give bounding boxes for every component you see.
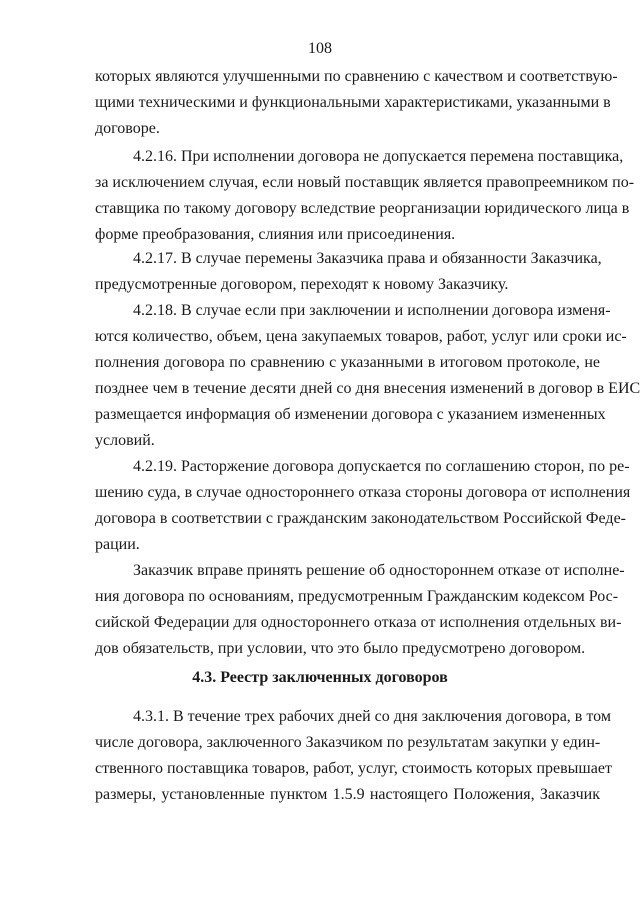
text-line: шению суда, в случае одностороннего отказа стороны договора от исполнения [95,484,631,501]
text-line: ственного поставщика товаров, работ, услуг, стоимость которых превышает [95,760,612,777]
text-line: полнения договора по сравнению с указанными в итоговом протоколе, не [95,354,600,371]
page-number: 108 [308,40,332,57]
text-line: 4.2.17. В случае перемены Заказчика права и обязанности Заказчика, [133,250,602,267]
text-line: размещается информация об изменении договора с указанием измененных [95,406,606,423]
text-line: условий. [95,432,155,449]
text-line: щими техническими и функциональными характеристиками, указанными в [95,94,611,111]
text-line: ставщика по такому договору вследствие реорганизации юридического лица в [95,200,630,217]
text-line: размеры, установленные пунктом 1.5.9 настоящего Положения, Заказчик [95,786,600,803]
text-line: 4.2.18. В случае если при заключении и исполнении договора изменя- [133,302,611,319]
text-line: дов обязательств, при условии, что это было предусмотрено договором. [95,640,586,657]
text-line: 4.3.1. В течение трех рабочих дней со дня заключения договора, в том [133,708,611,725]
text-line: которых являются улучшенными по сравнению с качеством и соответствую- [95,68,618,85]
text-line: позднее чем в течение десяти дней со дня внесения изменений в договор в ЕИС [95,380,640,397]
text-line: за исключением случая, если новый поставщик является правопреемником по- [95,174,635,191]
text-line: договора в соответствии с гражданским законодательством Российской Феде- [95,510,626,527]
text-line: числе договора, заключенного Заказчиком по результатам закупки у един- [95,734,601,751]
text-line: 4.2.16. При исполнении договора не допускается перемена поставщика, [133,148,624,165]
text-line: форме преобразования, слияния или присоединения. [95,226,456,243]
text-line: 4.2.19. Расторжение договора допускается по соглашению сторон, по ре- [133,458,630,475]
text-line: ния договора по основаниям, предусмотренным Гражданским кодексом Рос- [95,588,619,605]
section-heading: 4.3. Реестр заключенных договоров [192,669,448,686]
text-line: предусмотренные договором, переходят к новому Заказчику. [95,276,509,293]
text-line: сийской Федерации для одностороннего отказа от исполнения отдельных ви- [95,614,622,631]
text-line: ются количество, объем, цена закупаемых товаров, работ, услуг или сроки ис- [95,328,627,345]
text-line: договоре. [95,120,160,137]
text-line: рации. [95,536,140,553]
text-line: Заказчик вправе принять решение об одностороннем отказе от исполне- [133,562,625,579]
